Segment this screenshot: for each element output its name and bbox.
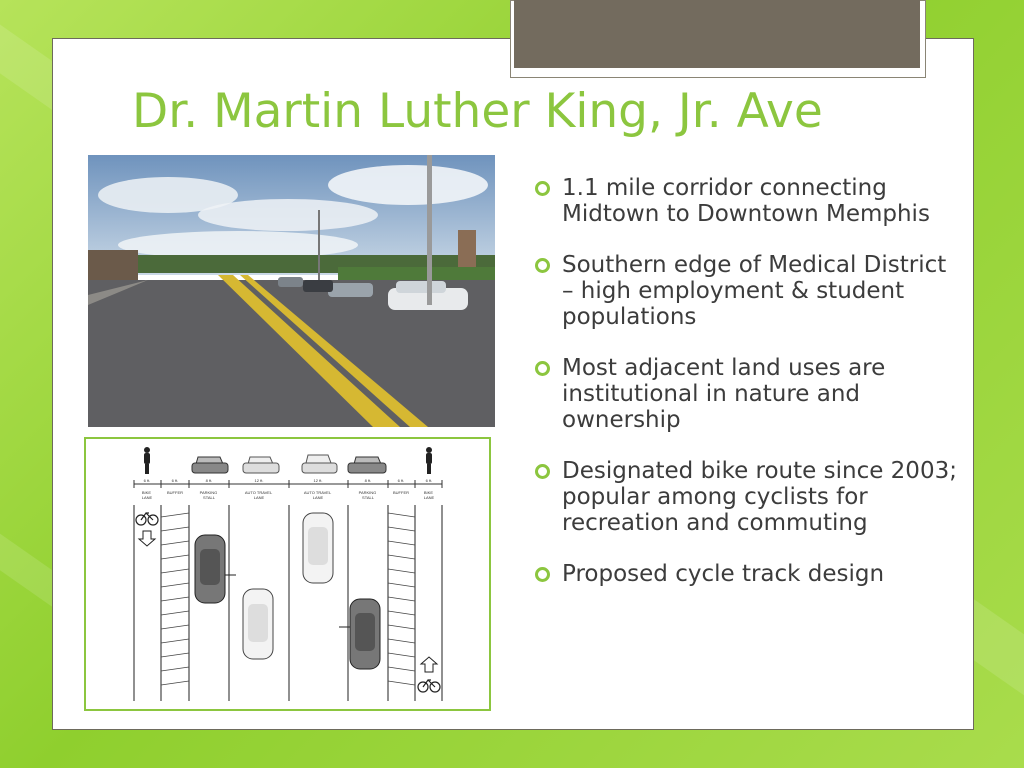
bullet-text: Southern edge of Medical District – high employment & student populations [562,252,947,330]
lane-label: BUFFER [167,490,183,495]
parked-car-left [195,535,236,603]
cyclist-icon [144,447,150,474]
header-tab [514,0,920,68]
slide-title: Dr. Martin Luther King, Jr. Ave [132,84,823,139]
width-label: 6 ft. [397,478,405,483]
bicycle-icon [418,680,440,692]
svg-text:AUTO TRAVEL LANE [304,490,332,500]
right-buffer-hatching [388,513,415,685]
width-label: 6 ft. [171,478,179,483]
width-label: 8 ft. [205,478,213,483]
cyclist-icon [426,447,432,474]
car-icon [192,457,228,473]
car-icon [348,457,386,473]
bullet-ring-icon [535,464,550,479]
bullet-item [535,175,965,227]
width-label: 12 ft. [313,478,323,483]
lane-label: PARKING [199,490,218,495]
bullet-ring-icon [535,567,550,582]
bullet-item [535,252,965,330]
lane-label: STALL [362,495,374,500]
svg-text:BIKE LANE [424,490,435,500]
bullet-ring-icon [535,181,550,196]
bullet-ring-icon [535,258,550,273]
lane-label: LANE [253,495,265,500]
cycle-track-cross-section [84,437,491,711]
bullet-text: Designated bike route since 2003; popular among cyclists for recreation and commuting [562,458,957,536]
street-photo [88,155,495,427]
svg-text:BIKE LANE [142,490,153,500]
bullet-list [535,175,965,612]
svg-text:PARKING STALL [200,490,219,500]
svg-text:AUTO TRAVEL LANE [245,490,273,500]
svg-text:PARKING STALL [359,490,378,500]
left-buffer-hatching [161,513,189,685]
lane-label: STALL [203,495,215,500]
lane-label: LANE [312,495,324,500]
width-label: 6 ft. [143,478,151,483]
width-label: 12 ft. [254,478,264,483]
lane-label: BIKE [423,490,433,495]
car-icon [302,455,337,473]
arrow-up-icon [421,657,437,672]
moving-car-left [243,589,273,659]
svg-text:BUFFER [393,490,409,495]
lane-label: BUFFER [393,490,409,495]
bullet-text: Most adjacent land uses are institutional in nature and ownership [562,355,886,433]
lane-label: AUTO TRAVEL [244,490,273,495]
width-label: 6 ft. [425,478,433,483]
lane-label: BIKE [141,490,151,495]
bullet-ring-icon [535,361,550,376]
width-label: 8 ft. [364,478,372,483]
svg-text:BUFFER [167,490,183,495]
car-icon [243,457,279,473]
arrow-down-icon [139,531,155,546]
bullet-item [535,355,965,433]
bicycle-icon [136,513,158,525]
lane-label: AUTO TRAVEL [303,490,332,495]
bullet-text: 1.1 mile corridor connecting Midtown to Downtown Memphis [562,175,930,227]
lane-label: PARKING [358,490,377,495]
bullet-text: Proposed cycle track design [562,561,885,587]
moving-car-right [303,513,333,583]
bullet-item [535,561,965,587]
parked-car-right [339,599,380,669]
bullet-item [535,458,965,536]
lane-label: LANE [141,495,153,500]
lane-label: LANE [423,495,435,500]
